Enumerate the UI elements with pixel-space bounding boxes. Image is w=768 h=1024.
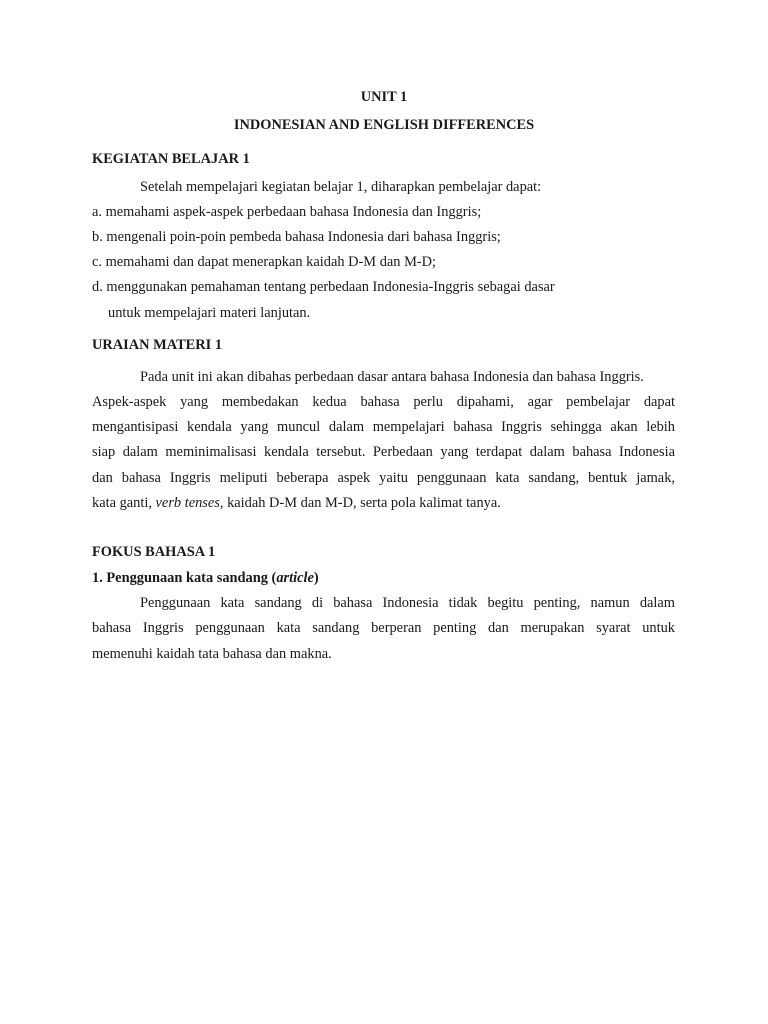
fokus-line-3: memenuhi kaidah tata bahasa dan makna. (92, 646, 332, 662)
kegiatan-intro: Setelah mempelajari kegiatan belajar 1, diharapkan pembelajar dapat: (140, 179, 542, 195)
uraian-line-6 (92, 496, 501, 510)
uraian-line-4: siap dalam meminimalisasi kendala tersebut. Perbedaan yang terdapat dalam bahasa Indonesia (92, 444, 675, 460)
uraian-line-1: Pada unit ini akan dibahas perbedaan dasar antara bahasa Indonesia dan bahasa Inggris. (140, 369, 644, 385)
objective-d-continued: untuk mempelajari materi lanjutan. (108, 305, 311, 321)
uraian-line-3: mengantisipasi kendala yang muncul dalam mempelajari bahasa Inggris sehingga akan lebih (92, 419, 675, 435)
uraian-italic-term: verb tenses (155, 495, 220, 511)
objective-d: d. menggunakan pemahaman tentang perbedaan Indonesia-Inggris sebagai dasar (92, 279, 555, 295)
fokus-subheading-after: ) (313, 570, 319, 586)
fokus-line-2: bahasa Inggris penggunaan kata sandang berperan penting dan merupakan syarat untuk (92, 620, 675, 636)
objective-b: b. mengenali poin-poin pembeda bahasa Indonesia dari bahasa Inggris; (92, 229, 501, 245)
unit-label: UNIT 1 (360, 89, 408, 105)
objective-c: c. memahami dan dapat menerapkan kaidah D-M dan M-D; (92, 254, 437, 270)
fokus-subheading-before: 1. Penggunaan kata sandang ( (92, 570, 277, 586)
uraian-line-6-after: , kaidah D-M dan M-D, serta pola kalimat tanya. (219, 495, 501, 511)
uraian-line-5: dan bahasa Inggris meliputi beberapa aspek yaitu penggunaan kata sandang, bentuk jamak, (92, 470, 675, 486)
uraian-line-2: Aspek-aspek yang membedakan kedua bahasa perlu dipahami, agar pembelajar dapat (92, 394, 675, 410)
objective-a: a. memahami aspek-aspek perbedaan bahasa Indonesia dan Inggris; (92, 204, 482, 220)
fokus-subheading (92, 571, 319, 585)
unit-title: INDONESIAN AND ENGLISH DIFFERENCES (233, 117, 535, 133)
fokus-line-1: Penggunaan kata sandang di bahasa Indonesia tidak begitu penting, namun dalam (140, 595, 675, 611)
fokus-heading: FOKUS BAHASA 1 (92, 544, 216, 560)
kegiatan-heading: KEGIATAN BELAJAR 1 (92, 151, 250, 167)
fokus-subheading-italic: article (276, 570, 314, 586)
uraian-heading: URAIAN MATERI 1 (92, 337, 223, 353)
uraian-line-6-before: kata ganti, (92, 495, 156, 511)
